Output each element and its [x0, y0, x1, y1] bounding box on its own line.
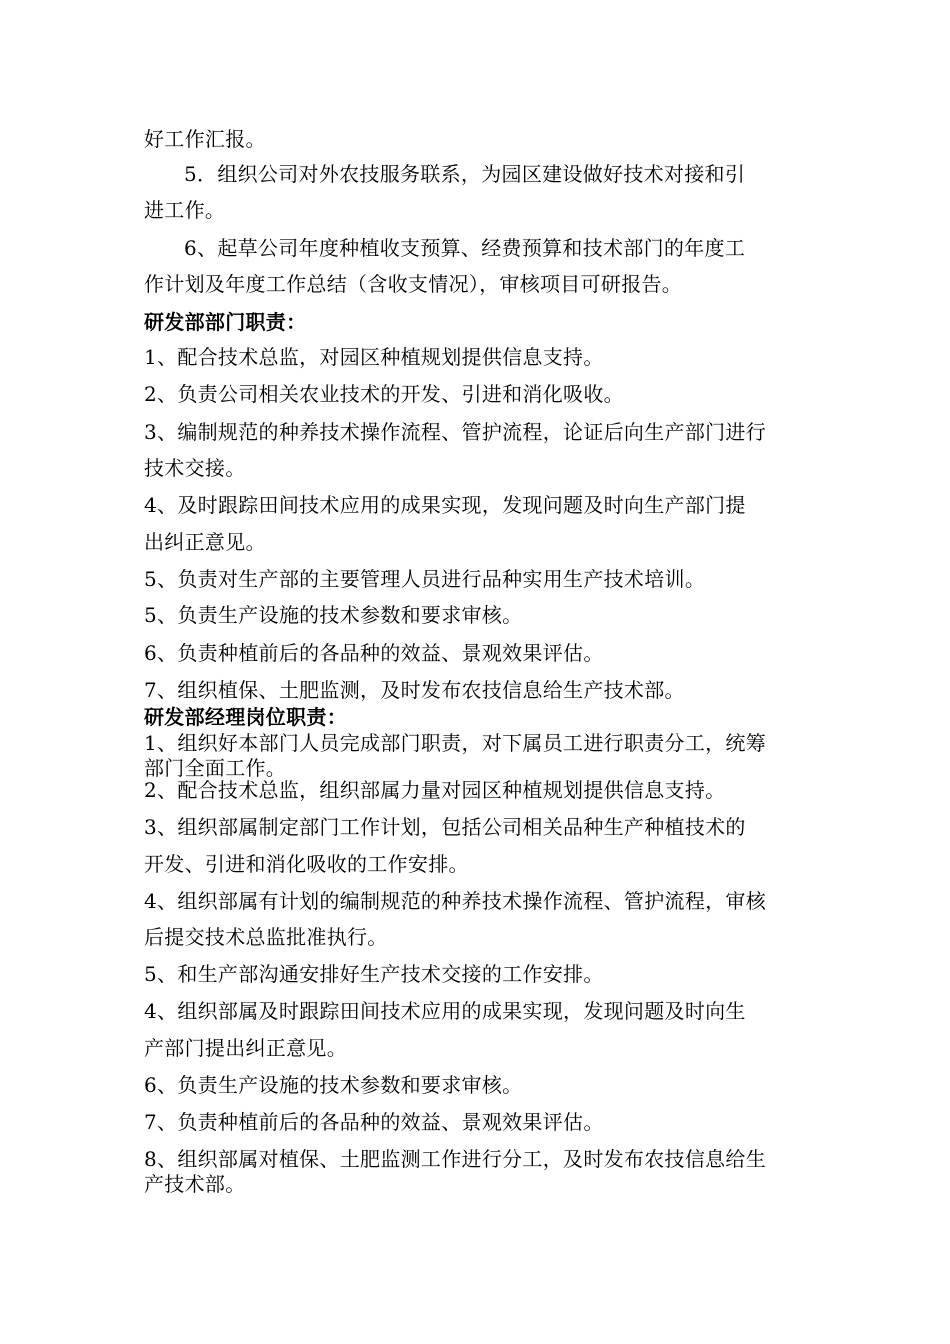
text-line: 7、组织植保、土肥监测，及时发布农技信息给生产技术部。: [144, 678, 685, 702]
text-line: 5、负责生产设施的技术参数和要求审核。: [144, 603, 523, 627]
text-line: 进工作。: [144, 198, 226, 222]
text-line: 作计划及年度工作总结（含收支情况），审核项目可研报告。: [144, 272, 683, 296]
text-line: 技术交接。: [144, 456, 246, 480]
text-line: 1、配合技术总监，对园区种植规划提供信息支持。: [144, 345, 604, 369]
text-line: 2、负责公司相关农业技术的开发、引进和消化吸收。: [144, 382, 624, 406]
text-line: 1、组织好本部门人员完成部门职责，对下属员工进行职责分工，统筹: [144, 731, 767, 755]
text-line: 5、负责对生产部的主要管理人员进行品种实用生产技术培训。: [144, 567, 706, 591]
text-line: 3、编制规范的种养技术操作流程、管护流程，论证后向生产部门进行: [144, 420, 767, 444]
text-line: 3、组织部属制定部门工作计划，包括公司相关品种生产种植技术的: [144, 815, 746, 839]
section-heading: 研发部部门职责：: [144, 310, 307, 334]
text-line: 产技术部。: [144, 1172, 246, 1196]
text-line: 6、起草公司年度种植收支预算、经费预算和技术部门的年度工: [184, 236, 746, 260]
text-line: 5、和生产部沟通安排好生产技术交接的工作安排。: [144, 962, 604, 986]
text-line: 4、组织部属及时跟踪田间技术应用的成果实现，发现问题及时向生: [144, 999, 746, 1023]
text-line: 4、组织部属有计划的编制规范的种养技术操作流程、管护流程，审核: [144, 889, 767, 913]
text-line: 7、负责种植前后的各品种的效益、景观效果评估。: [144, 1110, 604, 1134]
text-line: 6、负责种植前后的各品种的效益、景观效果评估。: [144, 641, 604, 665]
text-line: 产部门提出纠正意见。: [144, 1036, 347, 1060]
text-line: 6、负责生产设施的技术参数和要求审核。: [144, 1073, 523, 1097]
text-line: 开发、引进和消化吸收的工作安排。: [144, 852, 469, 876]
text-line: 好工作汇报。: [144, 127, 266, 151]
text-line: 出纠正意见。: [144, 530, 266, 554]
text-line: 后提交技术总监批准执行。: [144, 925, 388, 949]
text-line: 4、及时跟踪田间技术应用的成果实现，发现问题及时向生产部门提: [144, 493, 746, 517]
text-line: 部门全面工作。: [144, 756, 287, 780]
text-line: 8、组织部属对植保、土肥监测工作进行分工，及时发布农技信息给生: [144, 1147, 767, 1171]
section-heading: 研发部经理岗位职责：: [144, 705, 347, 729]
text-line: 5．组织公司对外农技服务联系，为园区建设做好技术对接和引: [184, 162, 746, 186]
text-line: 2、配合技术总监，组织部属力量对园区种植规划提供信息支持。: [144, 778, 726, 802]
